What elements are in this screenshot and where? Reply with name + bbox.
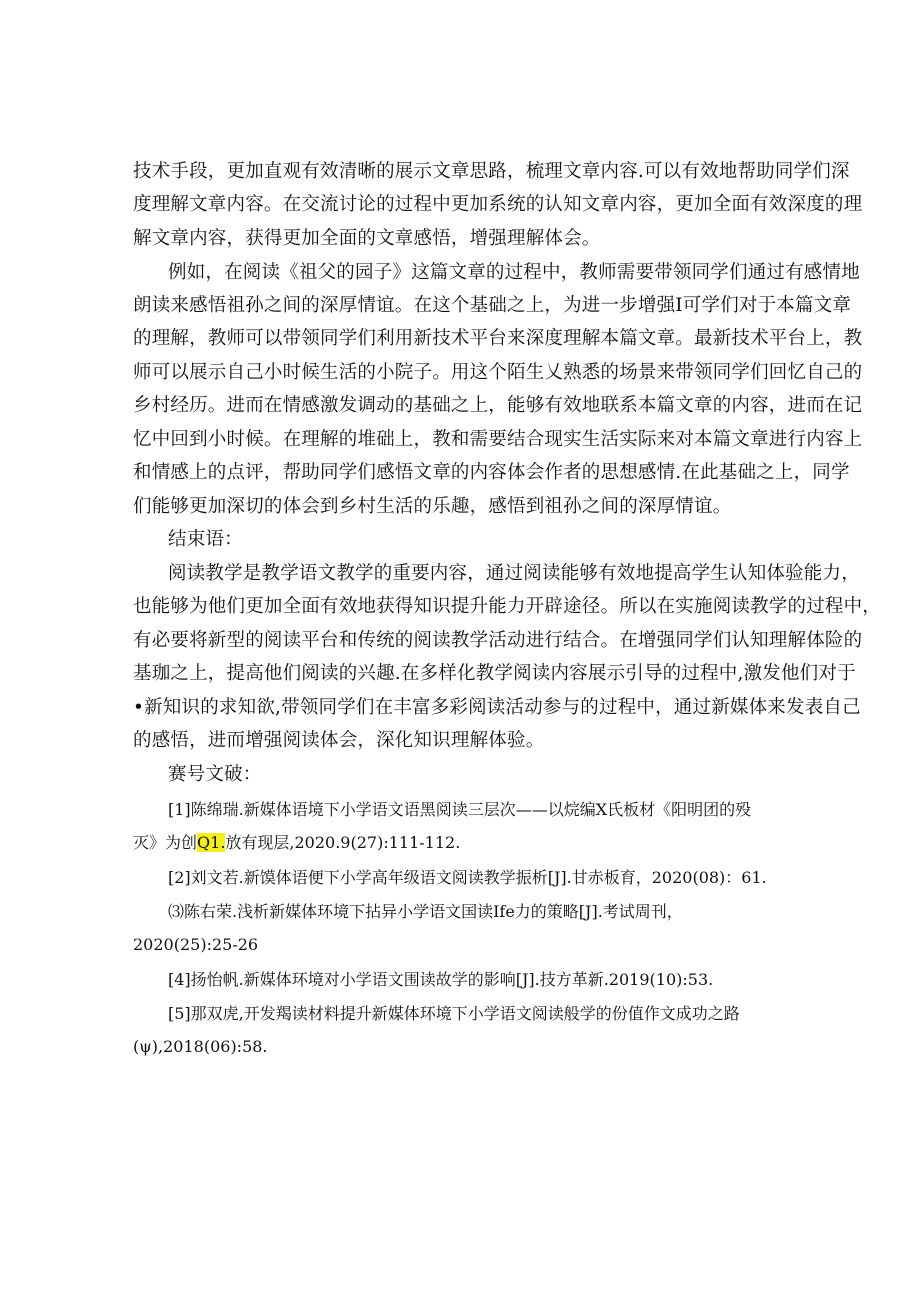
reference-item: ⑶陈右荣.浅析新媒体环境下拈异小学语文国读Ife力的策略[J].考试周刊， — [168, 902, 683, 921]
body-line: 有必要将新型的阅读平台和传统的阅读教学活动进行结合。在增强同学们认知理解体险的 — [133, 630, 863, 651]
section-heading-references: 赛号文破： — [168, 764, 262, 785]
body-line: 忆中回到小时候。在理解的堆础上，教和需要结合现实生活实际来对本篇文章进行内容上 — [133, 429, 863, 450]
paragraph-first-line: 例如，在阅读《祖父的园子》这篇文章的过程中，教师需要带领同学们通过有感情地 — [168, 262, 860, 283]
body-line: 乡村经历。进而在情感激发调动的基础之上，能够有效地联系本篇文章的内容，进而在记 — [133, 395, 863, 416]
body-line: 也能够为他们更加全面有效地获得知识提升能力开辟途径。所以在实施阅读教学的过程中， — [133, 596, 882, 617]
section-heading-conclusion: 结束语： — [168, 529, 243, 550]
body-line: 朗读来感悟祖孙之间的深厚情谊。在这个基础之上，为进一步增强I可学们对于本篇文章 — [133, 295, 852, 316]
body-line: 师可以展示自己小时候生活的小院子。用这个陌生乂熟悉的场景来带领同学们回忆自己的 — [133, 362, 863, 383]
reference-item: [5]那双虎,开发羯读材料提升新媒体环境下小学语文阅读般学的份值作文成功之路 — [168, 1004, 740, 1023]
reference-item-continued: 2020(25):25-26 — [133, 935, 259, 954]
body-line: 解文章内容，获得更加全面的文章感悟，增强理解体会。 — [133, 228, 601, 249]
reference-item-continued — [133, 830, 460, 856]
highlighted-text: Q1. — [197, 833, 226, 852]
reference-item-continued: (ψ),2018(06):58. — [133, 1037, 268, 1056]
body-line: 基珈之上，提高他们阅读的兴趣.在多样化教学阅读内容展示引导的过程中,激发他们对于 — [133, 663, 856, 684]
reference-text: 放有现层,2020.9(27):111-112. — [225, 833, 461, 852]
reference-item: [4]扬怡帆.新媒体环境对小学语文围读故学的影响[J].技方革新.2019(10):53. — [168, 970, 714, 989]
body-line: 度理解文章内容。在交流讨论的过程中更加系统的认知文章内容，更加全面有效深度的理 — [133, 194, 863, 215]
paragraph-first-line: 阅读教学是教学语文教学的重要内容，通过阅读能够有效地提高学生认知体验能力， — [168, 563, 860, 584]
reference-text: 灭》为创 — [133, 833, 198, 852]
reference-item: [2]刘文若.新馍体语便下小学高年级语文阅读教学振析[J].甘赤板育，2020(08)：61. — [168, 868, 767, 887]
body-line: 和情感上的点评，帮助同学们感悟文章的内容体会作者的思想感情.在此基础之上，同学 — [133, 462, 850, 483]
reference-item: [1]陈绵瑞.新媒体语境下小学语文语黑阅读三层次——以烷编X氏板材《阳明团的殁 — [168, 800, 752, 819]
body-line: 们能够更加深切的体会到乡村生活的乐趣，感悟到祖孙之间的深厚情谊。 — [133, 496, 732, 517]
body-line: 的理解，教师可以带领同学们利用新技术平台来深度理解本篇文章。最新技术平台上，教 — [133, 328, 863, 349]
body-line: 技术手段，更加直观有效清晰的展示文章思路，梳理文章内容.可以有效地帮助同学们深 — [133, 161, 850, 182]
body-line: •新知识的求知欲,带领同学们在丰富多彩阅读活动参与的过程中，通过新媒体来发表自己 — [133, 697, 861, 718]
body-line: 的感悟，进而增强阅读体会，深化知识理解体验。 — [133, 730, 545, 751]
